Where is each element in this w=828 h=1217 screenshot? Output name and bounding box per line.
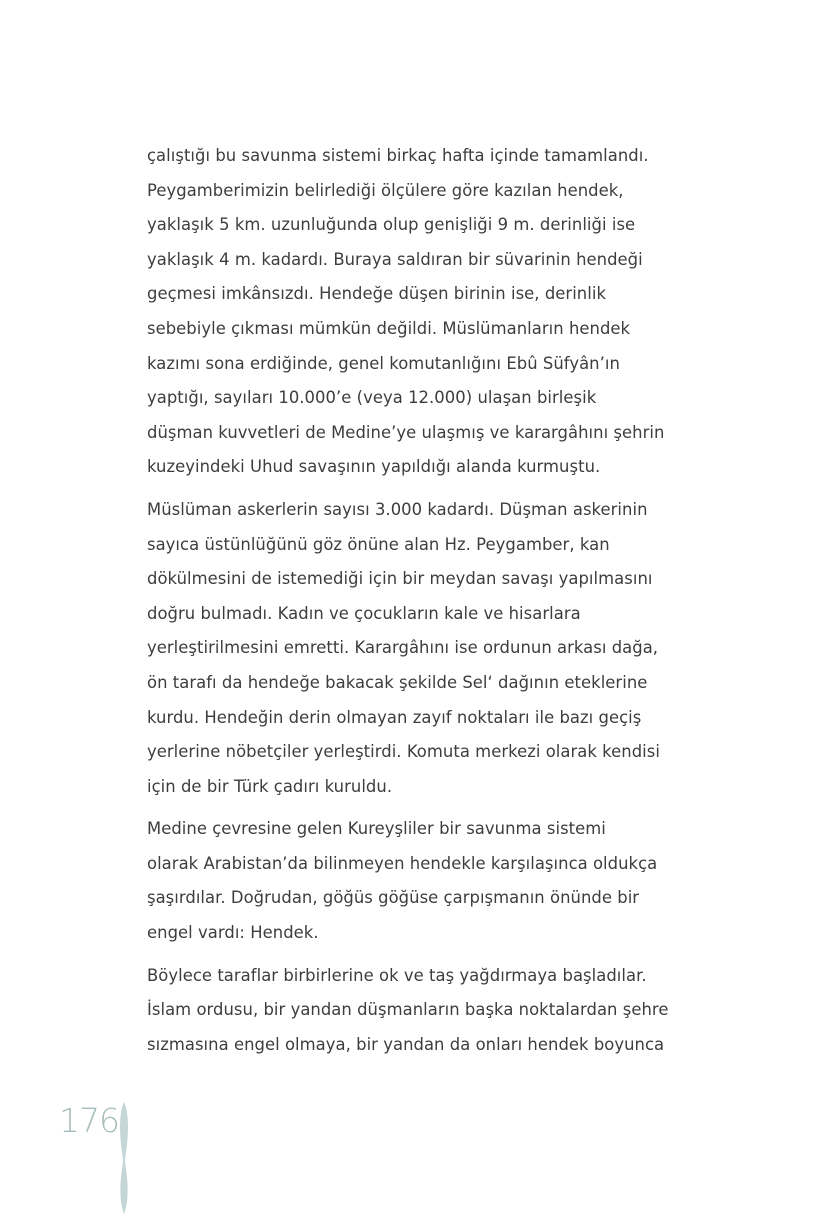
text-line: kazımı sona erdiğinde, genel komutanlığını Ebû Süfyân’ın — [147, 353, 620, 373]
text-line: Böylece taraflar birbirlerine ok ve taş yağdırmaya başladılar. — [147, 965, 647, 985]
text-line: sebebiyle çıkması mümkün değildi. Müslümanların hendek — [147, 318, 631, 338]
page-number: 176 — [59, 1101, 119, 1140]
text-line: sayıca üstünlüğünü göz önüne alan Hz. Peygamber, kan — [147, 534, 610, 554]
paragraph-1 — [147, 139, 687, 485]
text-line: yaklaşık 4 m. kadardı. Buraya saldıran bir süvarinin hendeği — [147, 249, 643, 269]
paragraph-3 — [147, 812, 687, 950]
text-line: olarak Arabistan’da bilinmeyen hendekle karşılaşınca oldukça — [147, 853, 658, 873]
text-line: Medine çevresine gelen Kureyşliler bir savunma sistemi — [147, 819, 606, 839]
paragraph-4 — [147, 959, 687, 1063]
text-line: Müslüman askerlerin sayısı 3.000 kadardı. Düşman askerinin — [147, 499, 648, 519]
text-line: yerlerine nöbetçiler yerleştirdi. Komuta merkezi olarak kendisi — [147, 742, 660, 762]
text-line: geçmesi imkânsızdı. Hendeğe düşen birinin ise, derinlik — [147, 284, 606, 304]
text-line: yaklaşık 5 km. uzunluğunda olup genişliği 9 m. derinliği ise — [147, 215, 636, 235]
text-line: için de bir Türk çadırı kuruldu. — [147, 776, 393, 796]
text-line: düşman kuvvetleri de Medine’ye ulaşmış ve karargâhını şehrin — [147, 422, 665, 442]
text-line: engel vardı: Hendek. — [147, 923, 319, 943]
text-line: şaşırdılar. Doğrudan, göğüs göğüse çarpışmanın önünde bir — [147, 888, 640, 908]
text-line: kuzeyindeki Uhud savaşının yapıldığı alanda kurmuştu. — [147, 457, 601, 477]
teardrop-ornament — [113, 1102, 135, 1214]
text-line: çalıştığı bu savunma sistemi birkaç hafta içinde tamamlandı. — [147, 146, 649, 165]
body-text — [147, 139, 687, 1070]
text-line: doğru bulmadı. Kadın ve çocukların kale ve hisarlara — [147, 603, 581, 623]
text-line: Peygamberimizin belirlediği ölçülere göre kazılan hendek, — [147, 180, 624, 200]
text-line: kurdu. Hendeğin derin olmayan zayıf noktaları ile bazı geçiş — [147, 707, 642, 727]
text-line: sızmasına engel olmaya, bir yandan da onları hendek boyunca — [147, 1034, 665, 1054]
paragraph-2 — [147, 493, 687, 804]
text-line: İslam ordusu, bir yandan düşmanların başka noktalardan şehre — [147, 1000, 669, 1020]
teardrop-ornament-shape — [120, 1102, 128, 1214]
text-line: yaptığı, sayıları 10.000’e (veya 12.000) ulaşan birleşik — [147, 388, 597, 408]
text-line: ön tarafı da hendeğe bakacak şekilde Sel‘ dağının eteklerine — [147, 672, 648, 692]
text-line: yerleştirilmesini emretti. Karargâhını ise ordunun arkası dağa, — [147, 638, 659, 658]
text-line: dökülmesini de istemediği için bir meydan savaşı yapılmasını — [147, 569, 653, 589]
